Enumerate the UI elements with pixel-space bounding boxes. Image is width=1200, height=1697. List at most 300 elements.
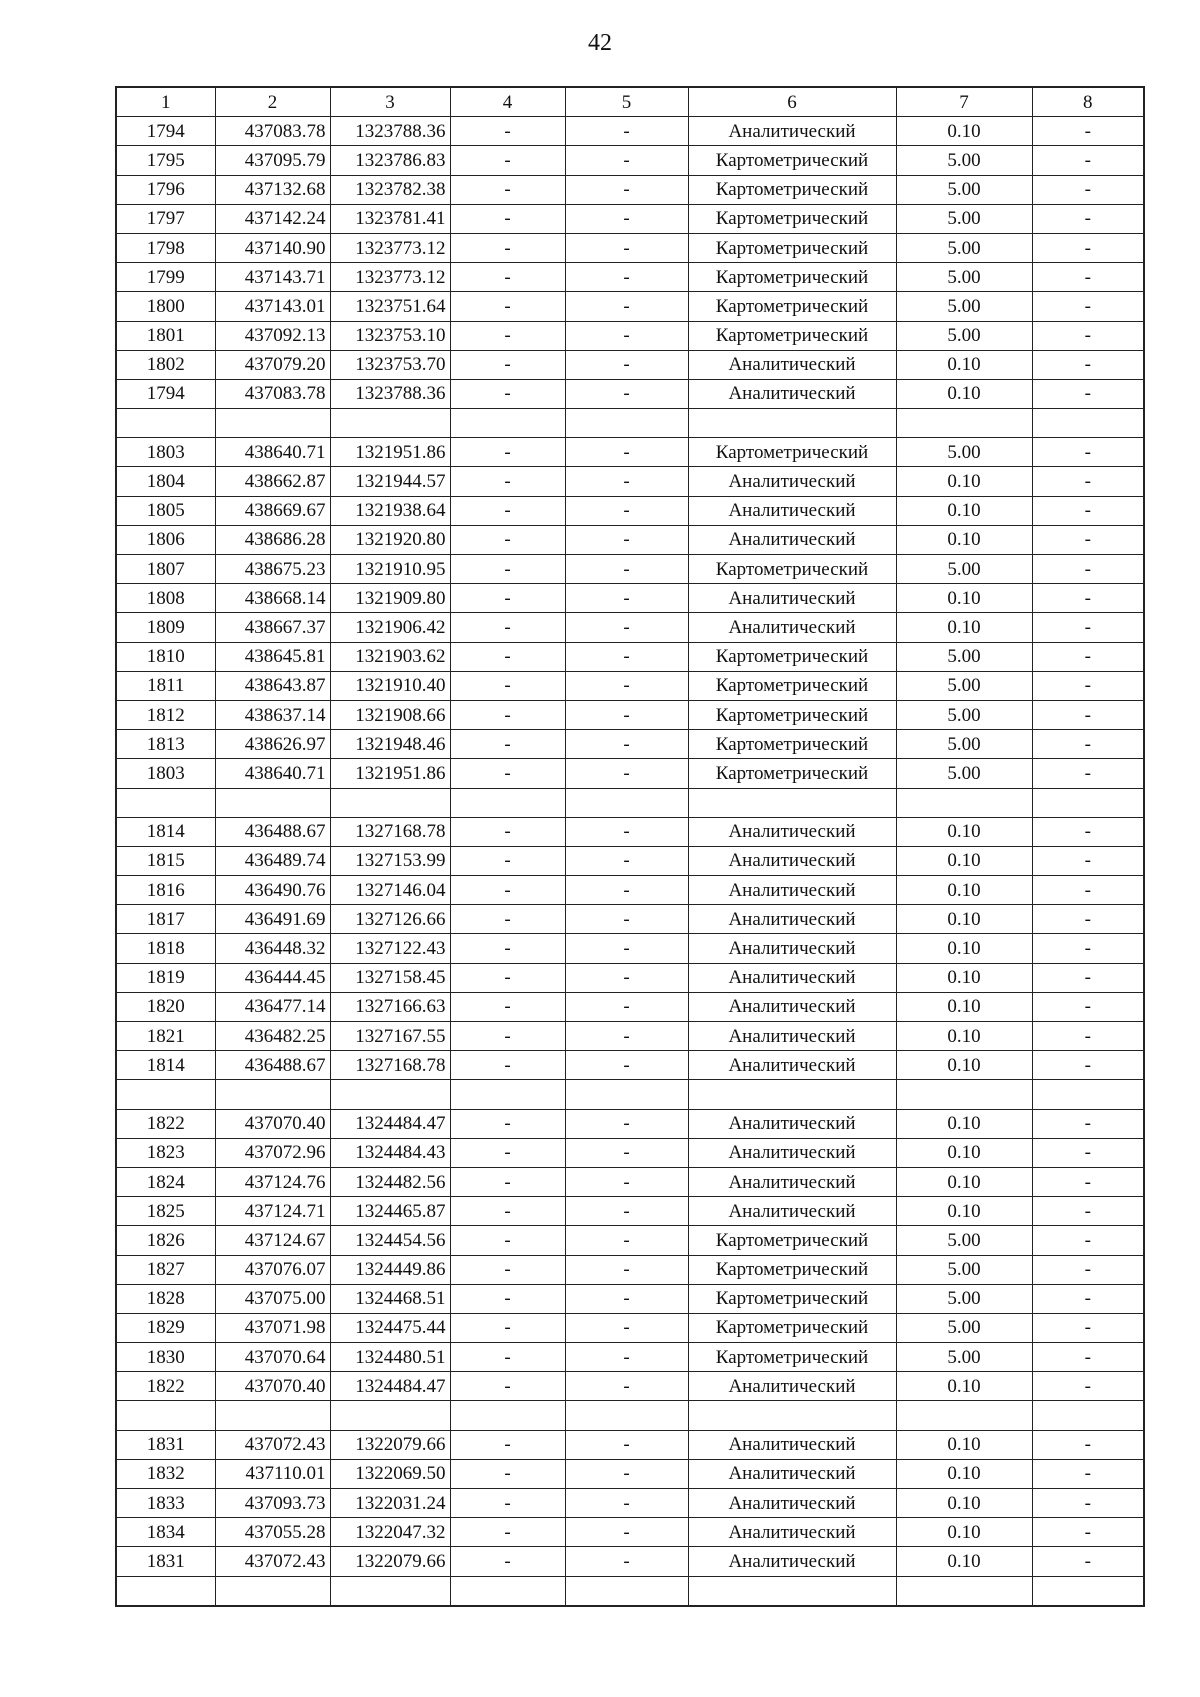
table-row (116, 496, 1144, 525)
col8-cell (1032, 409, 1144, 438)
table-row (116, 292, 1144, 321)
col5-cell: - (565, 1109, 688, 1138)
table-row (116, 409, 1144, 438)
y-coordinate-cell: 1323773.12 (330, 263, 450, 292)
accuracy-cell: 5.00 (896, 1284, 1032, 1313)
x-coordinate-cell: 436488.67 (215, 817, 330, 846)
point-number-cell: 1794 (116, 379, 215, 408)
table-row (116, 1430, 1144, 1459)
method-cell: Аналитический (688, 496, 896, 525)
point-number-cell: 1801 (116, 321, 215, 350)
method-cell: Аналитический (688, 613, 896, 642)
col5-cell: - (565, 1255, 688, 1284)
y-coordinate-cell: 1321951.86 (330, 438, 450, 467)
x-coordinate-cell: 437124.71 (215, 1197, 330, 1226)
col4-cell: - (450, 934, 565, 963)
accuracy-cell: 5.00 (896, 1255, 1032, 1284)
y-coordinate-cell: 1327168.78 (330, 1051, 450, 1080)
x-coordinate-cell: 437083.78 (215, 117, 330, 146)
point-number-cell (116, 409, 215, 438)
method-cell: Картометрический (688, 555, 896, 584)
col5-cell: - (565, 175, 688, 204)
x-coordinate-cell: 438640.71 (215, 759, 330, 788)
column-header: 8 (1032, 87, 1144, 117)
col4-cell: - (450, 1255, 565, 1284)
col8-cell (1032, 1080, 1144, 1109)
accuracy-cell: 5.00 (896, 204, 1032, 233)
table-row (116, 467, 1144, 496)
x-coordinate-cell: 438668.14 (215, 584, 330, 613)
y-coordinate-cell: 1321948.46 (330, 730, 450, 759)
col4-cell: - (450, 467, 565, 496)
y-coordinate-cell: 1321951.86 (330, 759, 450, 788)
y-coordinate-cell: 1322047.32 (330, 1518, 450, 1547)
point-number-cell: 1796 (116, 175, 215, 204)
col5-cell: - (565, 1489, 688, 1518)
x-coordinate-cell: 436489.74 (215, 846, 330, 875)
accuracy-cell: 0.10 (896, 1051, 1032, 1080)
col8-cell: - (1032, 1547, 1144, 1576)
col5-cell: - (565, 438, 688, 467)
method-cell: Аналитический (688, 1167, 896, 1196)
accuracy-cell: 0.10 (896, 467, 1032, 496)
col8-cell: - (1032, 350, 1144, 379)
y-coordinate-cell (330, 788, 450, 817)
col4-cell: - (450, 1051, 565, 1080)
x-coordinate-cell: 436444.45 (215, 963, 330, 992)
y-coordinate-cell: 1324475.44 (330, 1313, 450, 1342)
col5-cell (565, 409, 688, 438)
accuracy-cell: 5.00 (896, 146, 1032, 175)
table-row (116, 671, 1144, 700)
col5-cell: - (565, 1459, 688, 1488)
col8-cell: - (1032, 700, 1144, 729)
point-number-cell: 1804 (116, 467, 215, 496)
method-cell: Аналитический (688, 350, 896, 379)
method-cell: Аналитический (688, 1051, 896, 1080)
table-row (116, 1489, 1144, 1518)
col4-cell: - (450, 1022, 565, 1051)
col4-cell: - (450, 175, 565, 204)
x-coordinate-cell: 437070.40 (215, 1372, 330, 1401)
table-row (116, 525, 1144, 554)
x-coordinate-cell: 437095.79 (215, 146, 330, 175)
point-number-cell: 1794 (116, 117, 215, 146)
y-coordinate-cell: 1327126.66 (330, 905, 450, 934)
col4-cell: - (450, 1284, 565, 1313)
col8-cell: - (1032, 876, 1144, 905)
col5-cell: - (565, 1197, 688, 1226)
col4-cell (450, 1080, 565, 1109)
method-cell (688, 1401, 896, 1430)
col8-cell: - (1032, 934, 1144, 963)
x-coordinate-cell: 437132.68 (215, 175, 330, 204)
col8-cell: - (1032, 555, 1144, 584)
col5-cell: - (565, 1167, 688, 1196)
point-number-cell: 1803 (116, 438, 215, 467)
col8-cell: - (1032, 730, 1144, 759)
col4-cell: - (450, 730, 565, 759)
method-cell: Картометрический (688, 1313, 896, 1342)
table-header (116, 87, 1144, 117)
column-header: 7 (896, 87, 1032, 117)
col8-cell: - (1032, 1109, 1144, 1138)
col5-cell (565, 1401, 688, 1430)
table-row (116, 1109, 1144, 1138)
y-coordinate-cell: 1324449.86 (330, 1255, 450, 1284)
x-coordinate-cell: 437055.28 (215, 1518, 330, 1547)
col8-cell: - (1032, 1372, 1144, 1401)
accuracy-cell: 0.10 (896, 1489, 1032, 1518)
y-coordinate-cell: 1321906.42 (330, 613, 450, 642)
col8-cell (1032, 1576, 1144, 1606)
x-coordinate-cell: 436448.32 (215, 934, 330, 963)
col8-cell: - (1032, 1226, 1144, 1255)
accuracy-cell: 0.10 (896, 1430, 1032, 1459)
table-row (116, 555, 1144, 584)
point-number-cell: 1805 (116, 496, 215, 525)
col8-cell: - (1032, 233, 1144, 262)
y-coordinate-cell: 1321910.40 (330, 671, 450, 700)
col4-cell: - (450, 1226, 565, 1255)
x-coordinate-cell: 437140.90 (215, 233, 330, 262)
col5-cell: - (565, 204, 688, 233)
col5-cell: - (565, 963, 688, 992)
point-number-cell: 1806 (116, 525, 215, 554)
method-cell: Картометрический (688, 1284, 896, 1313)
accuracy-cell: 5.00 (896, 233, 1032, 262)
col8-cell: - (1032, 379, 1144, 408)
col4-cell: - (450, 1167, 565, 1196)
point-number-cell: 1815 (116, 846, 215, 875)
accuracy-cell: 5.00 (896, 175, 1032, 204)
accuracy-cell: 0.10 (896, 992, 1032, 1021)
point-number-cell (116, 788, 215, 817)
method-cell: Аналитический (688, 1489, 896, 1518)
accuracy-cell: 5.00 (896, 438, 1032, 467)
point-number-cell: 1829 (116, 1313, 215, 1342)
table-row (116, 876, 1144, 905)
point-number-cell: 1824 (116, 1167, 215, 1196)
col8-cell: - (1032, 992, 1144, 1021)
col4-cell: - (450, 759, 565, 788)
x-coordinate-cell (215, 1080, 330, 1109)
col5-cell: - (565, 671, 688, 700)
method-cell: Аналитический (688, 1430, 896, 1459)
x-coordinate-cell: 437110.01 (215, 1459, 330, 1488)
x-coordinate-cell: 437071.98 (215, 1313, 330, 1342)
col8-cell: - (1032, 846, 1144, 875)
point-number-cell: 1817 (116, 905, 215, 934)
x-coordinate-cell: 437092.13 (215, 321, 330, 350)
col8-cell: - (1032, 1167, 1144, 1196)
point-number-cell: 1833 (116, 1489, 215, 1518)
col8-cell: - (1032, 817, 1144, 846)
table-row (116, 1459, 1144, 1488)
method-cell: Картометрический (688, 759, 896, 788)
x-coordinate-cell: 437070.40 (215, 1109, 330, 1138)
table-row (116, 1051, 1144, 1080)
accuracy-cell: 5.00 (896, 1226, 1032, 1255)
col8-cell (1032, 1401, 1144, 1430)
col5-cell: - (565, 905, 688, 934)
col5-cell: - (565, 730, 688, 759)
table-row (116, 992, 1144, 1021)
y-coordinate-cell: 1323751.64 (330, 292, 450, 321)
point-number-cell: 1832 (116, 1459, 215, 1488)
x-coordinate-cell (215, 409, 330, 438)
table-row (116, 204, 1144, 233)
col8-cell: - (1032, 321, 1144, 350)
table-row (116, 1255, 1144, 1284)
x-coordinate-cell: 436482.25 (215, 1022, 330, 1051)
point-number-cell: 1831 (116, 1547, 215, 1576)
y-coordinate-cell: 1323753.10 (330, 321, 450, 350)
method-cell: Аналитический (688, 1197, 896, 1226)
col4-cell: - (450, 613, 565, 642)
x-coordinate-cell: 437142.24 (215, 204, 330, 233)
point-number-cell: 1800 (116, 292, 215, 321)
col5-cell: - (565, 379, 688, 408)
method-cell: Аналитический (688, 817, 896, 846)
point-number-cell: 1798 (116, 233, 215, 262)
table-row (116, 1343, 1144, 1372)
col4-cell (450, 1401, 565, 1430)
col5-cell: - (565, 1430, 688, 1459)
x-coordinate-cell (215, 788, 330, 817)
col4-cell: - (450, 876, 565, 905)
col5-cell: - (565, 1226, 688, 1255)
col8-cell: - (1032, 1051, 1144, 1080)
y-coordinate-cell: 1323788.36 (330, 379, 450, 408)
y-coordinate-cell: 1324484.43 (330, 1138, 450, 1167)
method-cell: Аналитический (688, 963, 896, 992)
table-body (116, 117, 1144, 1606)
point-number-cell: 1807 (116, 555, 215, 584)
y-coordinate-cell: 1323788.36 (330, 117, 450, 146)
point-number-cell: 1803 (116, 759, 215, 788)
col8-cell: - (1032, 146, 1144, 175)
col8-cell: - (1032, 1022, 1144, 1051)
col5-cell: - (565, 992, 688, 1021)
accuracy-cell: 0.10 (896, 1518, 1032, 1547)
y-coordinate-cell: 1321910.95 (330, 555, 450, 584)
col5-cell: - (565, 1343, 688, 1372)
accuracy-cell: 0.10 (896, 905, 1032, 934)
method-cell: Аналитический (688, 1109, 896, 1138)
col4-cell: - (450, 321, 565, 350)
method-cell (688, 1576, 896, 1606)
col5-cell: - (565, 759, 688, 788)
point-number-cell (116, 1401, 215, 1430)
x-coordinate-cell: 438669.67 (215, 496, 330, 525)
method-cell: Картометрический (688, 204, 896, 233)
method-cell (688, 1080, 896, 1109)
y-coordinate-cell: 1327153.99 (330, 846, 450, 875)
table-row (116, 117, 1144, 146)
col8-cell: - (1032, 1489, 1144, 1518)
accuracy-cell: 0.10 (896, 1372, 1032, 1401)
col5-cell: - (565, 1313, 688, 1342)
accuracy-cell: 5.00 (896, 671, 1032, 700)
accuracy-cell: 0.10 (896, 496, 1032, 525)
table-row (116, 1284, 1144, 1313)
table-row (116, 146, 1144, 175)
col8-cell: - (1032, 263, 1144, 292)
y-coordinate-cell: 1327158.45 (330, 963, 450, 992)
accuracy-cell (896, 409, 1032, 438)
table-row (116, 1167, 1144, 1196)
table-row (116, 1313, 1144, 1342)
y-coordinate-cell: 1321944.57 (330, 467, 450, 496)
x-coordinate-cell: 437079.20 (215, 350, 330, 379)
table-row (116, 1197, 1144, 1226)
method-cell (688, 788, 896, 817)
col5-cell: - (565, 1372, 688, 1401)
accuracy-cell: 0.10 (896, 817, 1032, 846)
point-number-cell: 1823 (116, 1138, 215, 1167)
col4-cell: - (450, 671, 565, 700)
point-number-cell: 1825 (116, 1197, 215, 1226)
y-coordinate-cell: 1324465.87 (330, 1197, 450, 1226)
method-cell (688, 409, 896, 438)
col8-cell: - (1032, 1430, 1144, 1459)
method-cell: Аналитический (688, 584, 896, 613)
table-row (116, 700, 1144, 729)
y-coordinate-cell: 1327122.43 (330, 934, 450, 963)
x-coordinate-cell: 437072.43 (215, 1547, 330, 1576)
method-cell: Аналитический (688, 846, 896, 875)
point-number-cell: 1812 (116, 700, 215, 729)
table-row (116, 759, 1144, 788)
point-number-cell: 1810 (116, 642, 215, 671)
method-cell: Картометрический (688, 175, 896, 204)
col4-cell: - (450, 1138, 565, 1167)
point-number-cell: 1820 (116, 992, 215, 1021)
x-coordinate-cell: 438667.37 (215, 613, 330, 642)
x-coordinate-cell (215, 1401, 330, 1430)
point-number-cell: 1828 (116, 1284, 215, 1313)
page-number: 42 (588, 30, 612, 56)
accuracy-cell: 0.10 (896, 1167, 1032, 1196)
accuracy-cell: 5.00 (896, 263, 1032, 292)
col4-cell: - (450, 233, 565, 262)
method-cell: Аналитический (688, 467, 896, 496)
x-coordinate-cell: 438662.87 (215, 467, 330, 496)
column-header: 4 (450, 87, 565, 117)
method-cell: Картометрический (688, 642, 896, 671)
col8-cell: - (1032, 1459, 1144, 1488)
accuracy-cell: 0.10 (896, 876, 1032, 905)
accuracy-cell: 0.10 (896, 379, 1032, 408)
col8-cell: - (1032, 1343, 1144, 1372)
col5-cell: - (565, 1547, 688, 1576)
col4-cell: - (450, 204, 565, 233)
col8-cell (1032, 788, 1144, 817)
table-row (116, 1138, 1144, 1167)
col4-cell: - (450, 1109, 565, 1138)
y-coordinate-cell: 1321909.80 (330, 584, 450, 613)
table-row (116, 321, 1144, 350)
coordinates-table (115, 86, 1145, 1607)
method-cell: Картометрический (688, 263, 896, 292)
accuracy-cell: 0.10 (896, 1197, 1032, 1226)
column-header: 3 (330, 87, 450, 117)
col8-cell: - (1032, 1138, 1144, 1167)
method-cell: Аналитический (688, 934, 896, 963)
column-header: 2 (215, 87, 330, 117)
point-number-cell: 1799 (116, 263, 215, 292)
point-number-cell: 1822 (116, 1372, 215, 1401)
table-row (116, 1022, 1144, 1051)
method-cell: Картометрический (688, 321, 896, 350)
col5-cell: - (565, 642, 688, 671)
col4-cell: - (450, 555, 565, 584)
x-coordinate-cell: 438686.28 (215, 525, 330, 554)
col4-cell: - (450, 1430, 565, 1459)
col4-cell: - (450, 700, 565, 729)
y-coordinate-cell: 1324480.51 (330, 1343, 450, 1372)
y-coordinate-cell: 1323753.70 (330, 350, 450, 379)
col4-cell: - (450, 1372, 565, 1401)
accuracy-cell: 5.00 (896, 292, 1032, 321)
x-coordinate-cell: 437076.07 (215, 1255, 330, 1284)
y-coordinate-cell: 1327167.55 (330, 1022, 450, 1051)
method-cell: Картометрический (688, 146, 896, 175)
y-coordinate-cell (330, 1576, 450, 1606)
point-number-cell: 1816 (116, 876, 215, 905)
table-row (116, 1372, 1144, 1401)
col5-cell: - (565, 555, 688, 584)
method-cell: Картометрический (688, 1226, 896, 1255)
y-coordinate-cell: 1321938.64 (330, 496, 450, 525)
table-row (116, 613, 1144, 642)
col4-cell (450, 409, 565, 438)
x-coordinate-cell: 438643.87 (215, 671, 330, 700)
point-number-cell (116, 1576, 215, 1606)
col8-cell: - (1032, 905, 1144, 934)
y-coordinate-cell: 1324484.47 (330, 1109, 450, 1138)
accuracy-cell: 0.10 (896, 584, 1032, 613)
col5-cell: - (565, 292, 688, 321)
table-row (116, 379, 1144, 408)
x-coordinate-cell: 436491.69 (215, 905, 330, 934)
header-row (116, 87, 1144, 117)
x-coordinate-cell: 436477.14 (215, 992, 330, 1021)
col8-cell: - (1032, 175, 1144, 204)
table-row (116, 1518, 1144, 1547)
table-row (116, 963, 1144, 992)
x-coordinate-cell: 437093.73 (215, 1489, 330, 1518)
method-cell: Картометрический (688, 671, 896, 700)
point-number-cell: 1802 (116, 350, 215, 379)
col5-cell: - (565, 117, 688, 146)
col8-cell: - (1032, 584, 1144, 613)
x-coordinate-cell: 437072.43 (215, 1430, 330, 1459)
y-coordinate-cell: 1327168.78 (330, 817, 450, 846)
accuracy-cell: 0.10 (896, 350, 1032, 379)
col5-cell: - (565, 1051, 688, 1080)
accuracy-cell: 0.10 (896, 1138, 1032, 1167)
y-coordinate-cell: 1323786.83 (330, 146, 450, 175)
accuracy-cell: 5.00 (896, 1343, 1032, 1372)
col4-cell: - (450, 438, 565, 467)
accuracy-cell: 5.00 (896, 759, 1032, 788)
accuracy-cell: 0.10 (896, 1109, 1032, 1138)
col4-cell: - (450, 263, 565, 292)
col4-cell: - (450, 525, 565, 554)
y-coordinate-cell: 1321908.66 (330, 700, 450, 729)
